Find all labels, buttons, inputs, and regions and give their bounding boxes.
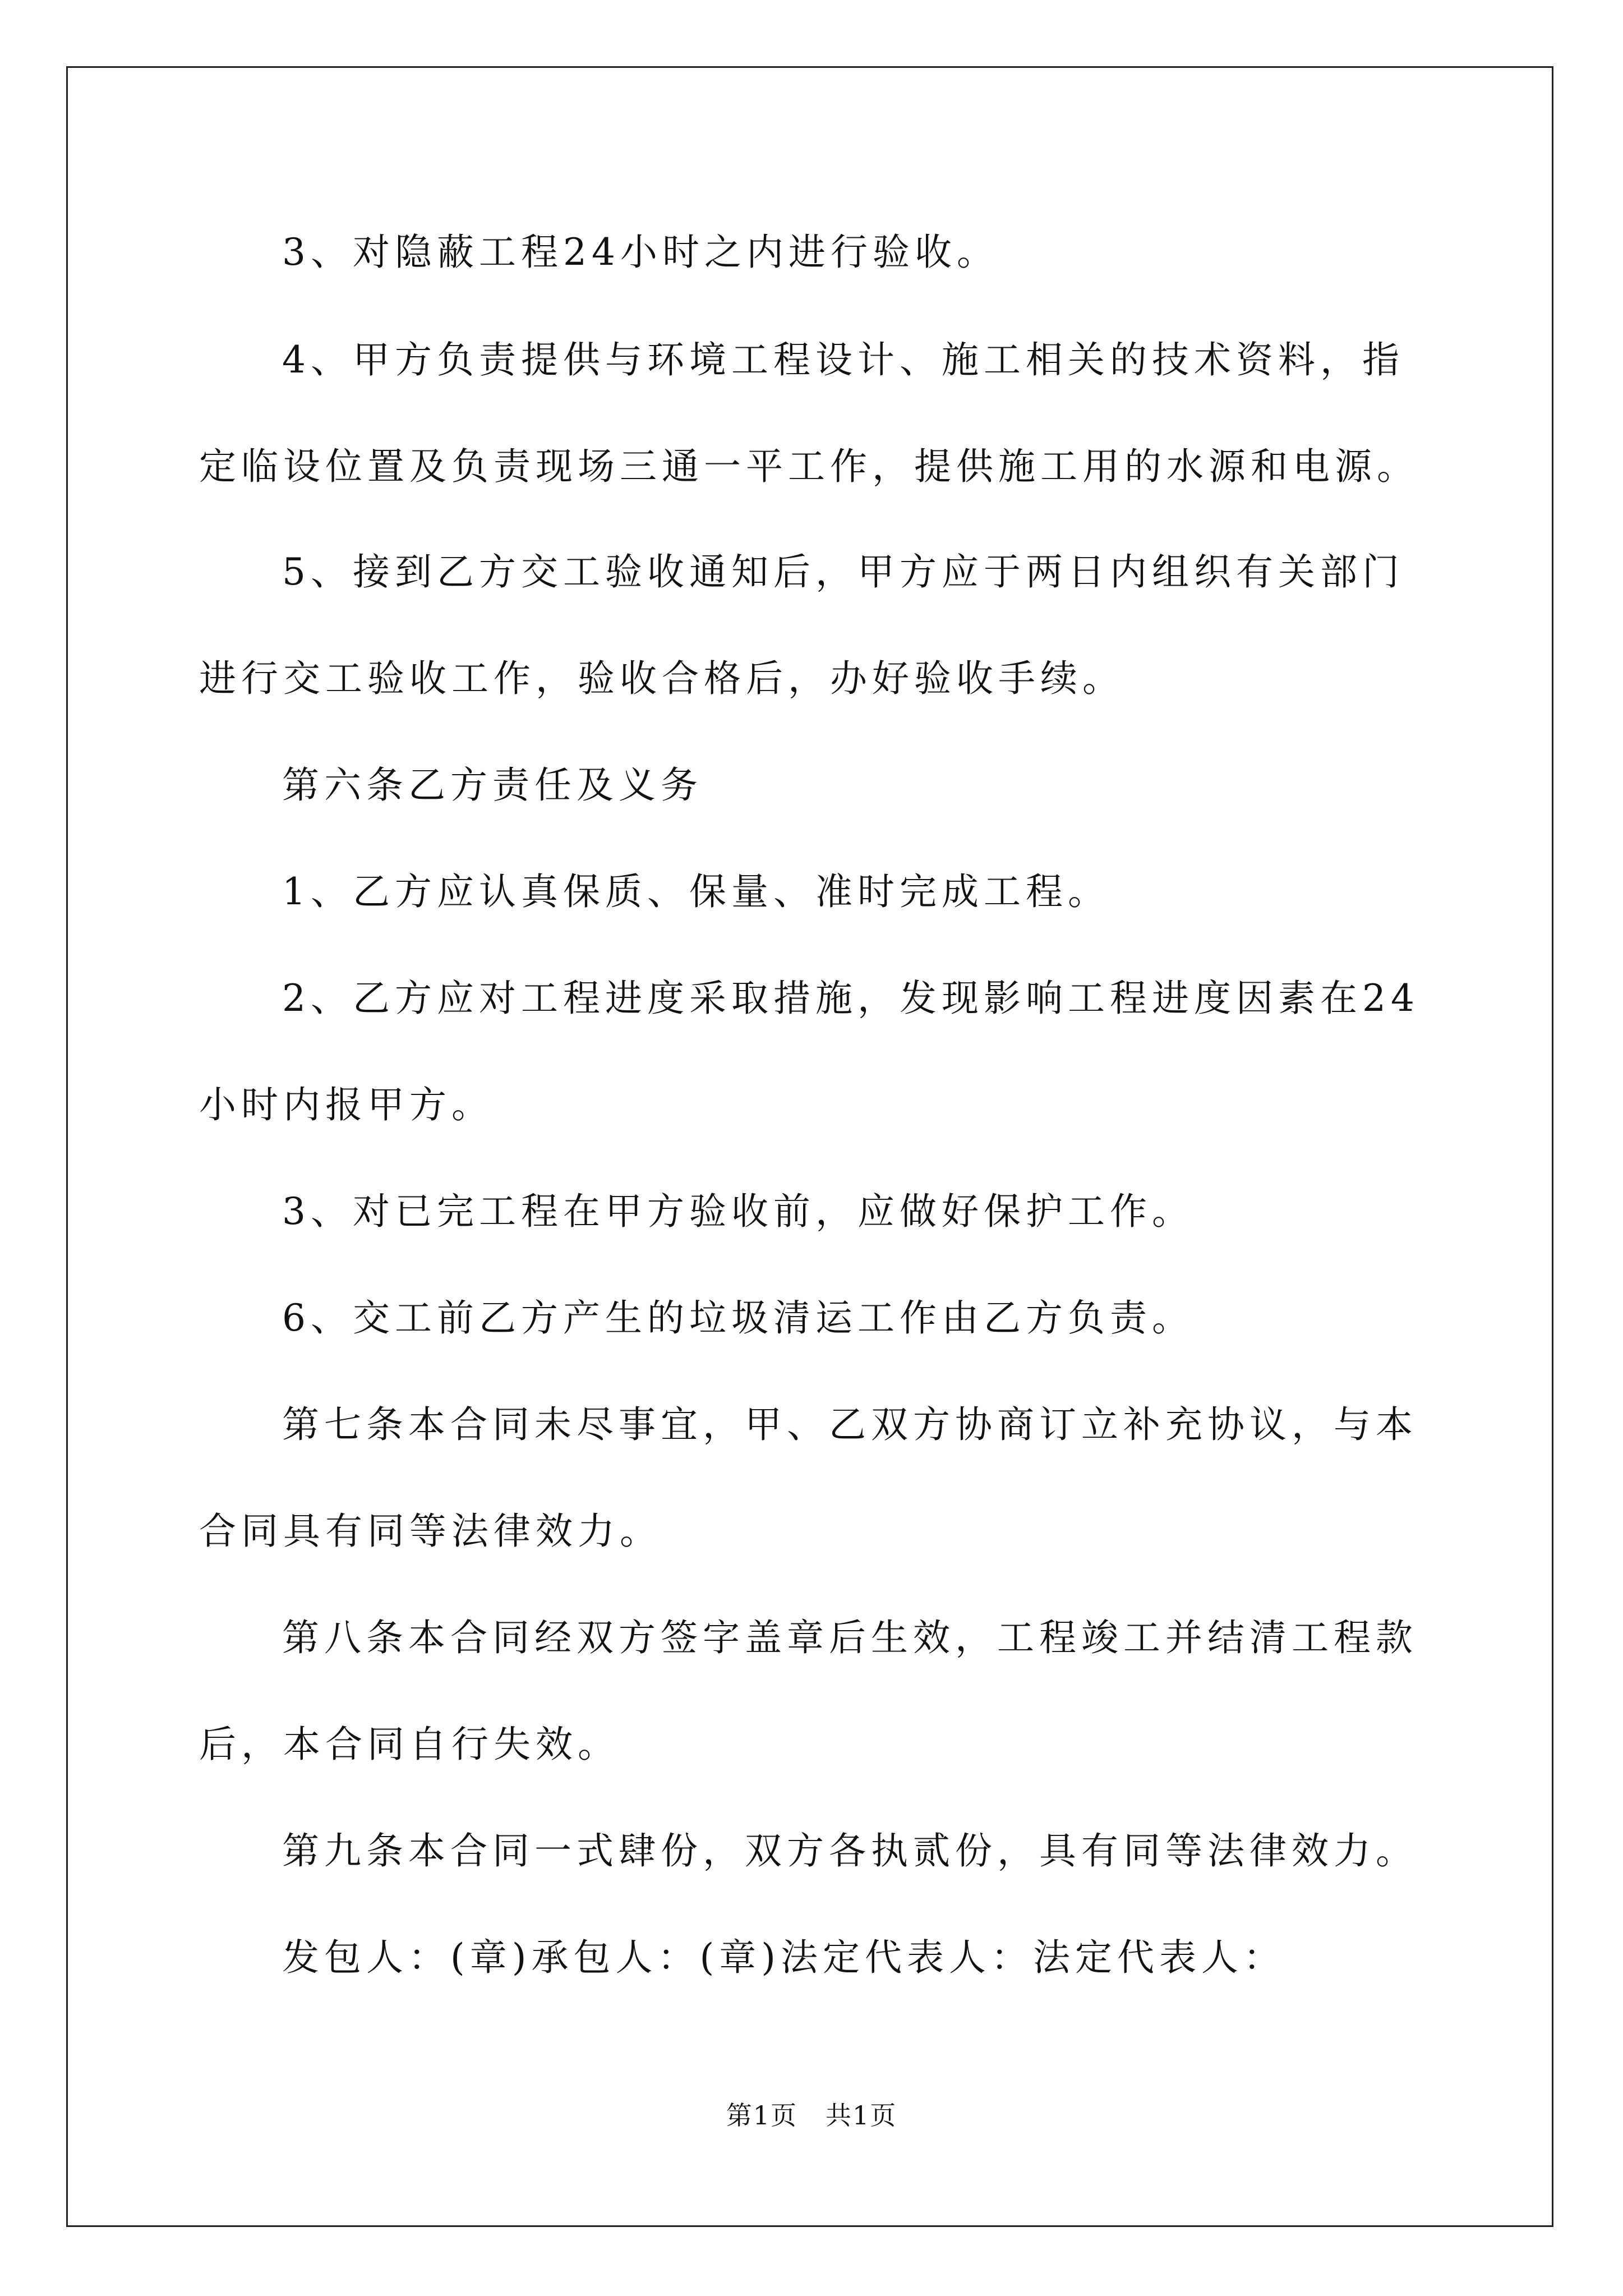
signature-line: 发包人：(章)承包人：(章)法定代表人：法定代表人：: [282, 1936, 1285, 1979]
paragraph-item-6-waste: 6、交工前乙方产生的垃圾清运工作由乙方负责。: [282, 1296, 1194, 1340]
paragraph-item-2-schedule: 2、乙方应对工程进度采取措施，发现影响工程进度因素在24小时内报甲方。: [199, 977, 1419, 1126]
paragraph-article-7: 第七条本合同未尽事宜，甲、乙双方协商订立补充协议，与本合同具有同等法律效力。: [199, 1403, 1418, 1553]
page-number-total: 共1页: [826, 2100, 897, 2131]
section-heading-article-6: 第六条乙方责任及义务: [282, 763, 703, 807]
paragraph-item-1-quality: 1、乙方应认真保质、保量、准时完成工程。: [282, 870, 1110, 913]
paragraph-item-3-protection: 3、对已完工程在甲方验收前，应做好保护工作。: [282, 1190, 1194, 1233]
paragraph-item-3-hidden-works: 3、对隐蔽工程24小时之内进行验收。: [282, 231, 999, 274]
paragraph-article-9: 第九条本合同一式肆份，双方各执贰份，具有同等法律效力。: [282, 1829, 1418, 1872]
paragraph-item-5-acceptance: 5、接到乙方交工验收通知后，甲方应于两日内组织有关部门进行交工验收工作，验收合格后，办好验收手续。: [199, 550, 1404, 700]
page-footer: [0, 2095, 1623, 2132]
paragraph-article-8: 第八条本合同经双方签字盖章后生效，工程竣工并结清工程款后，本合同自行失效。: [199, 1616, 1418, 1766]
page-number-current: 第1页: [726, 2100, 797, 2131]
paragraph-item-4-party-a-duties: 4、甲方负责提供与环境工程设计、施工相关的技术资料，指定临设位置及负责现场三通一平工作，提供施工用的水源和电源。: [199, 338, 1419, 488]
